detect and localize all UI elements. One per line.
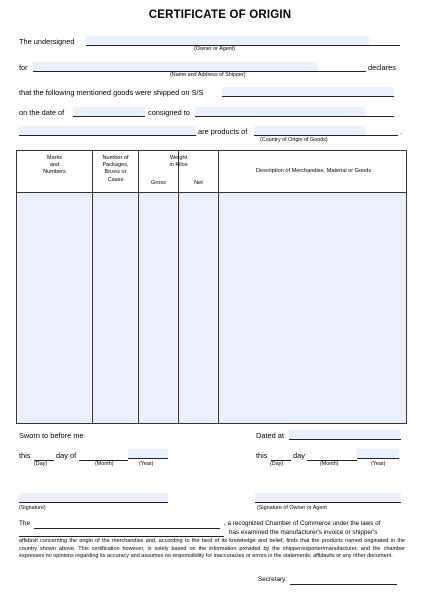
this-label: this xyxy=(19,451,31,460)
right-day-label: day xyxy=(293,451,305,460)
date-label: on the date of xyxy=(19,108,65,117)
undersigned-label: The undersigned xyxy=(19,37,75,46)
dated-at-field[interactable] xyxy=(289,430,401,440)
owner-signature-caption: (Signature of Owner or Agent xyxy=(257,505,327,511)
country-field[interactable] xyxy=(254,126,366,136)
shipper-line-tail xyxy=(318,71,366,72)
gross-cell[interactable] xyxy=(139,193,177,423)
sworn-label: Sworn to before me xyxy=(19,431,84,440)
goods-table xyxy=(16,150,407,424)
shipper-caption: (Name and Address of Shipper) xyxy=(170,72,246,78)
marks-cell[interactable] xyxy=(18,193,91,423)
packages-header: Number of Packages, Boxes or Cases xyxy=(102,155,129,183)
for-label: for xyxy=(19,63,28,72)
consignee-line-tail xyxy=(365,116,394,117)
header-divider xyxy=(17,192,406,193)
owner-agent-caption: (Owner or Agent) xyxy=(194,46,236,52)
country-caption: (Country of Origin of Goods) xyxy=(260,137,328,143)
period: . xyxy=(400,127,403,136)
chamber-statement: affidavit concerning the origin of the merchandise and, according to the best of its knowledge and belief, finds that the products named originated in the country shown above. This certification however, is solely based on the information provided by the shipper/exporter/manufacturer, and the chamber expresses no opinions regarding its accuracy and assumes no responsibility for inaccuracies or errors in the statements, affidavits or any other document. xyxy=(19,538,405,560)
net-cell[interactable] xyxy=(179,193,217,423)
declares-label: declares xyxy=(368,63,396,72)
certificate-title: CERTIFICATE OF ORIGIN xyxy=(148,9,292,21)
owner-agent-field[interactable] xyxy=(86,36,369,46)
signature-caption: (Signature) xyxy=(19,505,46,511)
dated-at-label: Dated at xyxy=(256,431,284,440)
chamber-examined-text: has examined the manufacturer's invoice or shipper's xyxy=(229,529,378,536)
secretary-line[interactable] xyxy=(290,584,397,585)
vessel-field[interactable] xyxy=(222,87,394,97)
sworn-year-field[interactable] xyxy=(128,449,168,459)
dated-year-field[interactable] xyxy=(357,449,399,459)
gross-header: Gross xyxy=(151,180,166,186)
shipped-label: that the following mentioned goods were shipped on S/S xyxy=(19,88,204,97)
description-cell[interactable] xyxy=(219,193,406,423)
right-year-caption: (Year) xyxy=(371,461,386,467)
secretary-label: Secretary: xyxy=(258,576,288,583)
day-of-label: day of xyxy=(56,451,77,460)
right-day-caption: (Day) xyxy=(270,461,284,467)
goods-field[interactable] xyxy=(19,126,196,136)
day-caption: (Day) xyxy=(34,461,48,467)
shipper-field[interactable] xyxy=(33,62,318,72)
owner-signature-field[interactable] xyxy=(255,493,401,503)
chamber-laws-line[interactable] xyxy=(19,536,224,537)
weight-header: Weight in Kilos xyxy=(169,155,188,169)
country-line-tail xyxy=(366,135,398,136)
marks-header: Marks and Numbers xyxy=(43,155,66,176)
consigned-label: consigned to xyxy=(148,108,190,117)
chamber-name-line[interactable] xyxy=(34,528,220,529)
net-header: Net xyxy=(194,180,203,186)
signature-field[interactable] xyxy=(19,493,168,503)
right-this-label: this xyxy=(256,451,268,460)
year-caption: (Year) xyxy=(139,461,154,467)
packages-cell[interactable] xyxy=(93,193,137,423)
consignee-field[interactable] xyxy=(195,107,365,117)
owner-agent-line-tail xyxy=(369,45,400,46)
chamber-recognized-text: , a recognized Chamber of Commerce under the laws of xyxy=(224,520,381,527)
products-label: are products of xyxy=(198,127,248,136)
month-caption: (Month) xyxy=(95,461,114,467)
chamber-the-label: The xyxy=(19,520,31,527)
right-month-caption: (Month) xyxy=(320,461,339,467)
description-header: Description of Merchandise, Material or Goods xyxy=(255,168,372,174)
ship-date-field[interactable] xyxy=(73,107,145,117)
